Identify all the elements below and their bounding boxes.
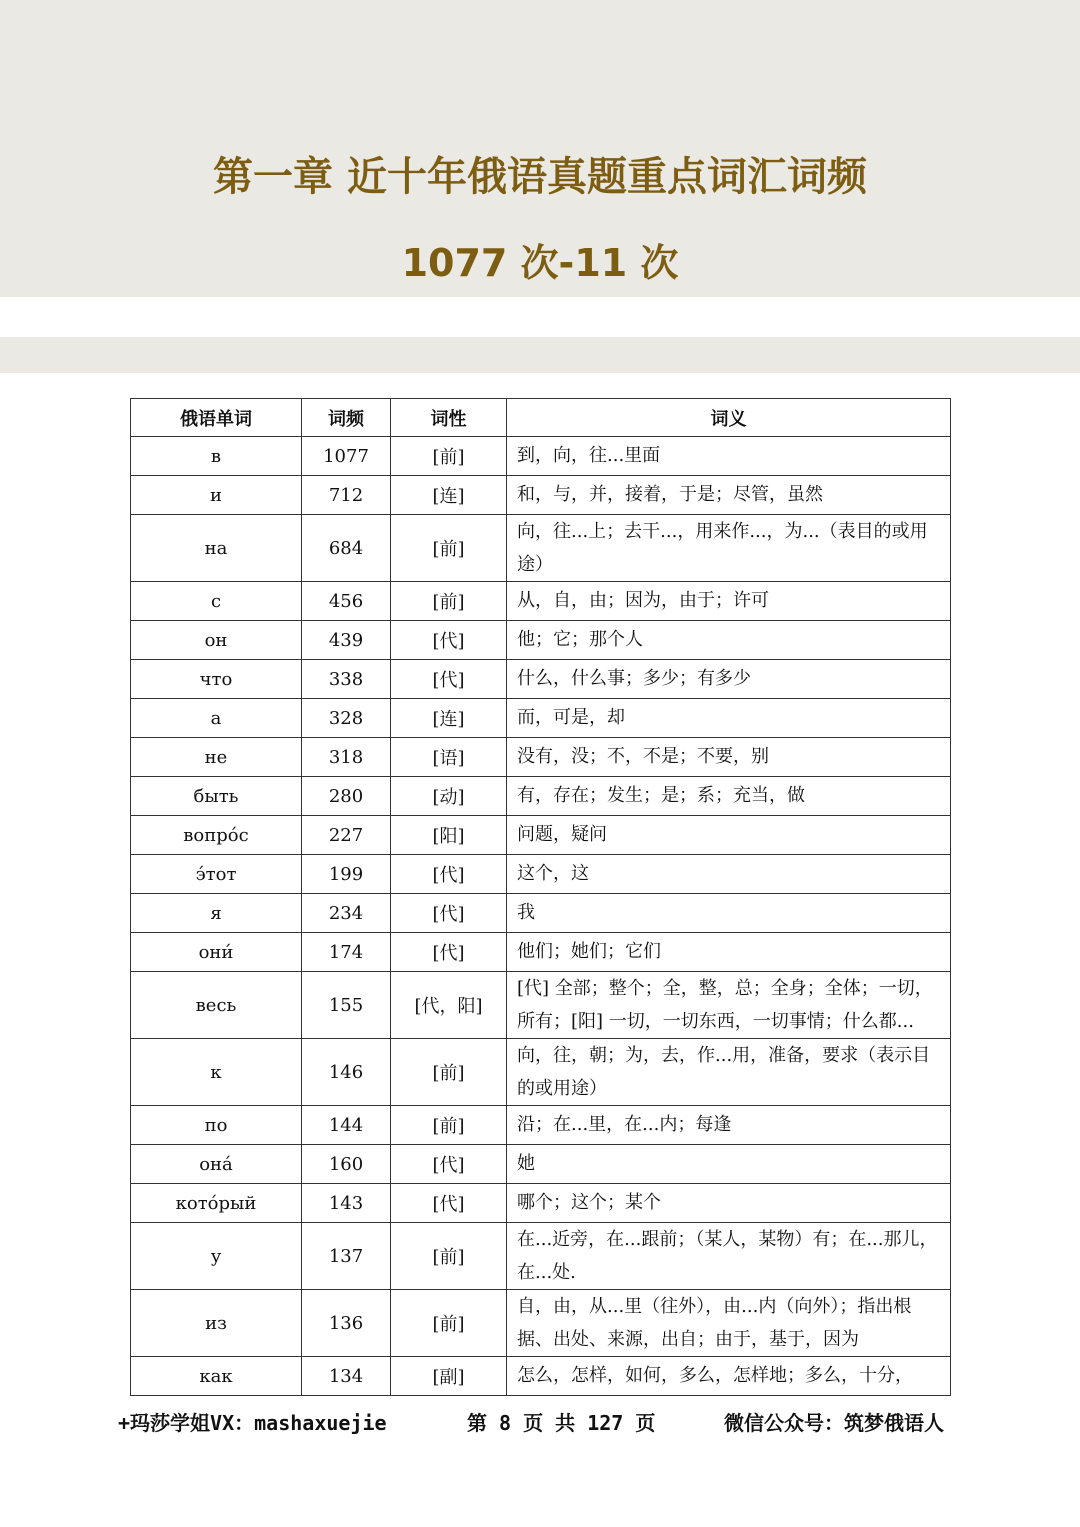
table-row: [131, 476, 951, 515]
word-cell: я: [131, 894, 302, 933]
word-cell: не: [131, 738, 302, 777]
meaning-cell: 从，自，由；因为，由于；许可: [507, 582, 951, 621]
frequency-cell: 155: [302, 972, 391, 1039]
table-row: [131, 855, 951, 894]
word-cell: к: [131, 1039, 302, 1106]
frequency-cell: 328: [302, 699, 391, 738]
part-of-speech-cell: [前]: [391, 1290, 507, 1357]
chapter-subtitle: 1077 次-11 次: [401, 241, 679, 285]
frequency-cell: 439: [302, 621, 391, 660]
table-row: [131, 1145, 951, 1184]
table-row: [131, 515, 951, 582]
word-cell: э́тот: [131, 855, 302, 894]
frequency-cell: 227: [302, 816, 391, 855]
word-cell: кото́рый: [131, 1184, 302, 1223]
word-cell: с: [131, 582, 302, 621]
table-row: [131, 738, 951, 777]
part-of-speech-cell: [代]: [391, 1184, 507, 1223]
meaning-cell: 有，存在；发生；是；系；充当，做: [507, 777, 951, 816]
meaning-cell: 没有，没；不，不是；不要，别: [507, 738, 951, 777]
column-header-meaning: 词义: [507, 399, 951, 437]
meaning-cell: 向，往...上；去干...，用来作...，为...（表目的或用途）: [507, 515, 951, 582]
part-of-speech-cell: [连]: [391, 699, 507, 738]
frequency-cell: 137: [302, 1223, 391, 1290]
part-of-speech-cell: [代]: [391, 855, 507, 894]
table-row: [131, 972, 951, 1039]
table-row: [131, 1106, 951, 1145]
part-of-speech-cell: [代]: [391, 1145, 507, 1184]
vocabulary-table-container: [130, 398, 950, 1396]
table-row: [131, 894, 951, 933]
table-row: [131, 1184, 951, 1223]
meaning-cell: 问题，疑问: [507, 816, 951, 855]
page-footer: [0, 1407, 1080, 1437]
frequency-cell: 174: [302, 933, 391, 972]
footer-wechat: 微信公众号：筑梦俄语人: [724, 1411, 944, 1435]
table-row: [131, 816, 951, 855]
meaning-cell: 而，可是，却: [507, 699, 951, 738]
table-row: [131, 621, 951, 660]
frequency-cell: 456: [302, 582, 391, 621]
meaning-cell: 在...近旁，在...跟前；（某人，某物）有；在...那儿，在...处.: [507, 1223, 951, 1290]
table-row: [131, 1290, 951, 1357]
table-body: [131, 437, 951, 1396]
word-cell: весь: [131, 972, 302, 1039]
part-of-speech-cell: [前]: [391, 437, 507, 476]
part-of-speech-cell: [阳]: [391, 816, 507, 855]
column-header-word: 俄语单词: [131, 399, 302, 437]
meaning-cell: 向，往，朝；为，去，作...用，准备，要求（表示目的或用途）: [507, 1039, 951, 1106]
table-header-row: [131, 399, 951, 437]
frequency-cell: 338: [302, 660, 391, 699]
part-of-speech-cell: [代]: [391, 660, 507, 699]
table-row: [131, 933, 951, 972]
frequency-cell: 134: [302, 1357, 391, 1396]
footer-page-number: 第 8 页 共 127 页: [467, 1411, 656, 1435]
meaning-cell: [代] 全部；整个；全，整，总；全身；全体；一切，所有；[阳] 一切，一切东西，一切事情；什么都...: [507, 972, 951, 1039]
frequency-cell: 1077: [302, 437, 391, 476]
part-of-speech-cell: [连]: [391, 476, 507, 515]
table-row: [131, 777, 951, 816]
vocabulary-table: [130, 398, 951, 1396]
frequency-cell: 280: [302, 777, 391, 816]
word-cell: по: [131, 1106, 302, 1145]
frequency-cell: 684: [302, 515, 391, 582]
meaning-cell: 我: [507, 894, 951, 933]
frequency-cell: 136: [302, 1290, 391, 1357]
meaning-cell: 自，由，从...里（往外），由...内（向外）；指出根据、出处、来源，出自；由于，基于，因为: [507, 1290, 951, 1357]
part-of-speech-cell: [代]: [391, 933, 507, 972]
word-cell: и: [131, 476, 302, 515]
part-of-speech-cell: [前]: [391, 1223, 507, 1290]
table-row: [131, 1039, 951, 1106]
frequency-cell: 234: [302, 894, 391, 933]
table-row: [131, 1223, 951, 1290]
part-of-speech-cell: [前]: [391, 515, 507, 582]
part-of-speech-cell: [前]: [391, 1106, 507, 1145]
meaning-cell: 怎么，怎样，如何，多么，怎样地；多么，十分，: [507, 1357, 951, 1396]
meaning-cell: 她: [507, 1145, 951, 1184]
word-cell: что: [131, 660, 302, 699]
word-cell: вопро́с: [131, 816, 302, 855]
meaning-cell: 到，向，往...里面: [507, 437, 951, 476]
table-row: [131, 660, 951, 699]
chapter-title: 第一章 近十年俄语真题重点词汇词频: [213, 154, 867, 200]
word-cell: как: [131, 1357, 302, 1396]
word-cell: в: [131, 437, 302, 476]
part-of-speech-cell: [前]: [391, 1039, 507, 1106]
part-of-speech-cell: [动]: [391, 777, 507, 816]
part-of-speech-cell: [前]: [391, 582, 507, 621]
part-of-speech-cell: [代，阳]: [391, 972, 507, 1039]
frequency-cell: 143: [302, 1184, 391, 1223]
table-row: [131, 437, 951, 476]
meaning-cell: 沿；在...里，在...内；每逢: [507, 1106, 951, 1145]
frequency-cell: 199: [302, 855, 391, 894]
frequency-cell: 144: [302, 1106, 391, 1145]
meaning-cell: 和，与，并，接着，于是；尽管，虽然: [507, 476, 951, 515]
table-row: [131, 1357, 951, 1396]
table-row: [131, 582, 951, 621]
frequency-cell: 160: [302, 1145, 391, 1184]
part-of-speech-cell: [代]: [391, 894, 507, 933]
footer-contact: +玛莎学姐VX：mashaxuejie: [118, 1411, 387, 1435]
part-of-speech-cell: [代]: [391, 621, 507, 660]
frequency-cell: 146: [302, 1039, 391, 1106]
word-cell: у: [131, 1223, 302, 1290]
meaning-cell: 什么，什么事；多少；有多少: [507, 660, 951, 699]
word-cell: а: [131, 699, 302, 738]
meaning-cell: 哪个；这个；某个: [507, 1184, 951, 1223]
meaning-cell: 他们；她们；它们: [507, 933, 951, 972]
word-cell: они́: [131, 933, 302, 972]
word-cell: она́: [131, 1145, 302, 1184]
table-row: [131, 699, 951, 738]
word-cell: на: [131, 515, 302, 582]
column-header-part-of-speech: 词性: [391, 399, 507, 437]
word-cell: из: [131, 1290, 302, 1357]
word-cell: быть: [131, 777, 302, 816]
meaning-cell: 他；它；那个人: [507, 621, 951, 660]
word-cell: он: [131, 621, 302, 660]
divider-band: [0, 337, 1080, 373]
meaning-cell: 这个，这: [507, 855, 951, 894]
part-of-speech-cell: [语]: [391, 738, 507, 777]
column-header-frequency: 词频: [302, 399, 391, 437]
frequency-cell: 712: [302, 476, 391, 515]
frequency-cell: 318: [302, 738, 391, 777]
part-of-speech-cell: [副]: [391, 1357, 507, 1396]
